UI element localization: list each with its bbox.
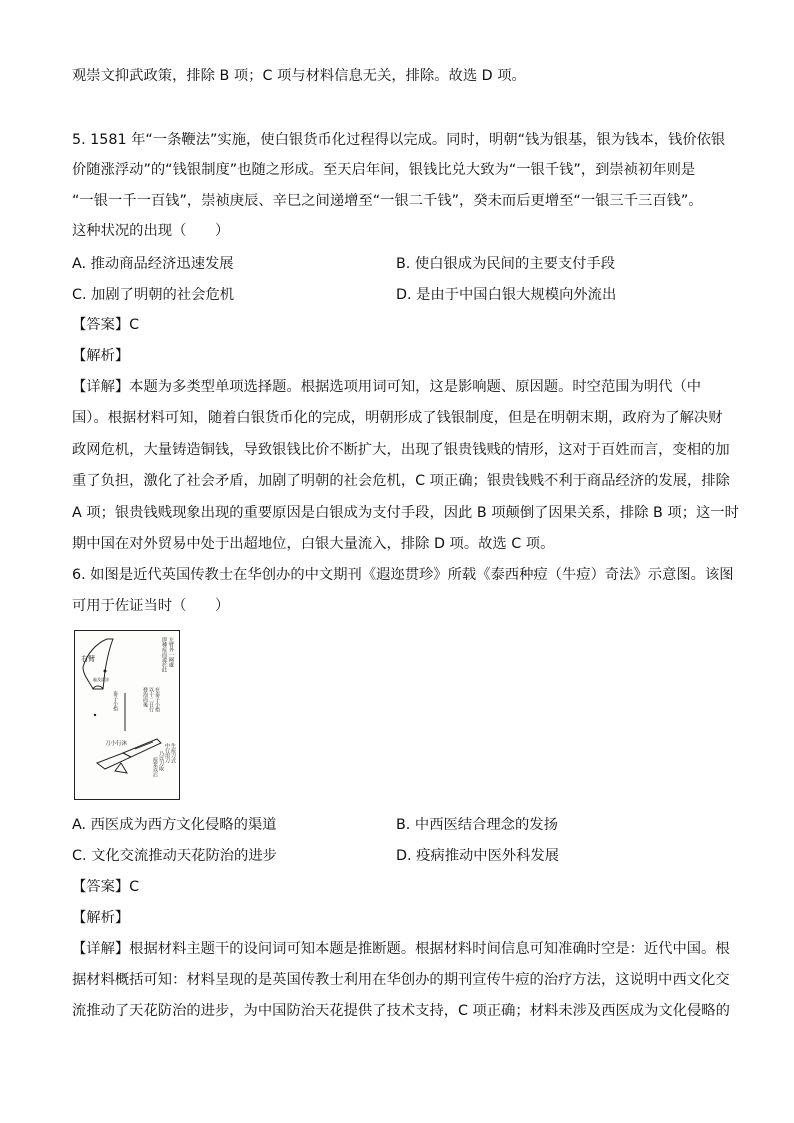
- q5-explanation: 【详解】本题为多类型单项选择题。根据选项用词可知，这是影响题、原因题。时空范围为明代（中: [72, 379, 702, 395]
- q5-analysis-label: 【解析】: [72, 348, 130, 364]
- q5-explanation: A 项；银贵钱贱现象出现的重要原因是白银成为支付手段，因此 B 项颠倒了因果关系，排除 B 项；这一时: [72, 505, 739, 521]
- vaccination-illustration: [74, 630, 180, 800]
- q5-option-a: A. 推动商品经济迅速发展: [72, 256, 234, 272]
- q5-option-c: C. 加剧了明朝的社会危机: [72, 287, 235, 303]
- question-5-stem: 这种状况的出现（ ）: [72, 223, 230, 239]
- q6-option-d: D. 疫病推动中医外科发展: [396, 848, 560, 864]
- fig-vertical-note: 乃以刀取: [158, 751, 164, 771]
- question-5-stem: 5. 1581 年“一条鞭法”实施，使白银货币化过程得以完成。同时，明朝“钱为银基，银为钱本，钱价依银: [72, 132, 726, 148]
- q5-option-b: B. 使白银成为民间的主要支付手段: [396, 256, 616, 272]
- q6-explanation: 流推动了天花防治的进步，为中国防治天花提供了技术支持，C 项正确；材料未涉及西医成为文化侵略的: [72, 1003, 730, 1019]
- q6-option-a: A. 西医成为西方文化侵略的渠道: [72, 817, 277, 833]
- q6-analysis-label: 【解析】: [72, 910, 130, 926]
- question-6-stem: 可用于佐证当时（ ）: [72, 598, 230, 614]
- question-6-stem: 6. 如图是近代英国传教士在华创办的中文期刊《遐迩贯珍》所载《泰西种痘（牛痘）奇法》示意图。该图: [72, 567, 734, 583]
- q6-explanation: 【详解】根据材料主题干的设问词可知本题是推断题。根据材料时间信息可知准确时空是：近代中国。根: [72, 941, 730, 957]
- fig-vertical-note: 發泡而後: [142, 687, 148, 707]
- fig-vertical-note: 在泰子小指: [154, 687, 160, 712]
- q5-explanation: 期中国在对外贸易中处于出超地位，白银大量流入，排除 D 项。故选 C 项。: [72, 536, 555, 552]
- fig-vertical-note: 生痘刀式: [170, 743, 176, 763]
- fig-vertical-note: 痘浆以后: [152, 757, 158, 777]
- q6-answer: 【答案】C: [72, 879, 140, 895]
- fig-small-label: 遍及淡涂: [93, 677, 109, 682]
- text-line: 观崇文抑武政策，排除 B 项；C 项与材料信息无关，排除。故选 D 项。: [72, 68, 526, 84]
- q5-explanation: 国）。根据材料可知，随着白银货币化的完成，明朝形成了钱银制度，但是在明朝末期，政府为了解决财: [72, 410, 723, 426]
- q6-option-c: C. 文化交流推动天花防治的进步: [72, 848, 277, 864]
- q5-explanation: 政网危机，大量铸造铜钱，导致银钱比价不断扩大，出现了银贵钱贱的情形，这对于百姓而言，变相的加: [72, 442, 730, 458]
- fig-knife-label: 刀小行沐: [105, 741, 128, 747]
- fig-vertical-note: 以十二日行: [148, 687, 154, 712]
- question-5-stem: “一银一千一百钱”，崇祯庚辰、辛巳之间递增至“一银二千钱”，癸未而后更增至“一银三千三百钱”。: [72, 193, 703, 209]
- q6-option-b: B. 中西医结合理念的发扬: [396, 817, 558, 833]
- fig-arm-label: 右臂: [81, 655, 95, 663]
- fig-vertical-note: 即種痘而遗於此: [161, 637, 167, 672]
- q5-option-d: D. 是由于中国白银大规模向外流出: [396, 287, 617, 303]
- fig-vertical-note: 中行用刀: [164, 743, 170, 763]
- question-5-stem: 价随涨浮动”的“钱银制度”也随之形成。至天启年间，银钱比兑大致为“一银千钱”，到崇祯初年则是: [72, 162, 696, 178]
- q5-explanation: 重了负担，激化了社会矛盾，加剧了明朝的社会危机，C 项正确；银贵钱贱不利于商品经济的发展，排除: [72, 473, 730, 489]
- q5-answer: 【答案】C: [72, 317, 140, 333]
- q6-explanation: 据材料概括可知：材料呈现的是英国传教士利用在华创办的期刊宣传牛痘的治疗方法，这说明中西文化交: [72, 972, 730, 988]
- fig-vertical-note: 泰子小指: [112, 691, 118, 711]
- fig-vertical-note: 左臂外一圈處: [168, 637, 174, 667]
